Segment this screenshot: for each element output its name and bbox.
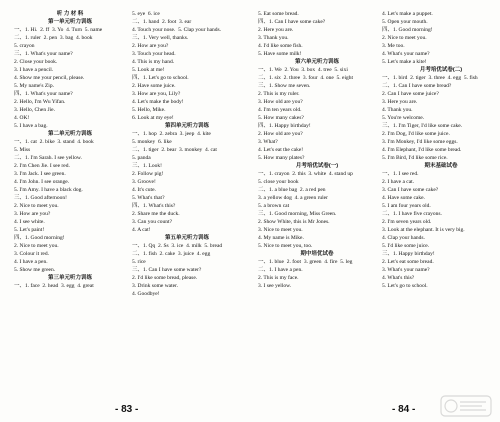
answer-line: 5. monkey 6. like	[132, 139, 172, 145]
answer-line: 4. I'd like some fish.	[258, 43, 303, 49]
answer-line: 二、1. six 2. three 3. four 4. one 5. eight	[258, 75, 354, 81]
answer-line: 5. I am four years old.	[382, 203, 431, 209]
answer-line: 一、1. hop 2. zebra 3. jeep 4. kite	[132, 131, 211, 137]
answer-line: 2. I have a cat.	[382, 179, 415, 185]
answer-line: 2. This is my face.	[258, 275, 299, 281]
answer-line: 二、1. I have a pen.	[258, 267, 303, 273]
answer-line: 2. Have some juice.	[132, 83, 176, 89]
answer-line: 4. I'm Elephant, I'd like some bread.	[382, 147, 462, 153]
answer-line: 3. What's your name?	[382, 267, 430, 273]
answer-line: 四、1. Good morning!	[14, 235, 65, 241]
answer-line: 4. Clap your hands.	[382, 235, 425, 241]
answer-line: 三、1. Good afternoon!	[14, 195, 68, 201]
answer-line: 一、1. cat 2. bike 3. stand 4. book	[14, 139, 94, 145]
answer-line: 4. Thank you.	[382, 107, 413, 113]
answer-line: 5. panda	[132, 155, 151, 161]
answer-line: 2. How are you?	[132, 43, 169, 49]
answer-line: 3. Here you are.	[382, 99, 418, 105]
answer-line: 一、1. Hi. 2. ff 3. Yo 4. Turn 5. name	[14, 27, 103, 33]
answer-line: 二、1. hand 2. foot 3. ear	[132, 19, 192, 25]
answer-line: 5. What's that?	[132, 195, 165, 201]
answer-line: 四、1. What's your name?	[14, 91, 73, 97]
answer-line: 3. Drink some water.	[132, 283, 178, 289]
answer-line: 一、1. bird 2. tiger 3. three 4. egg 5. fish	[382, 75, 478, 81]
answer-line: 5. crayon	[14, 43, 35, 49]
answer-line: 2. Nice to meet you.	[382, 35, 427, 41]
answer-line: 二、1. fish 2. cake 3. juice 4. egg	[132, 251, 211, 257]
answer-line: 5. How many cakes?	[258, 115, 304, 121]
answer-line: 2. Share me the duck.	[132, 211, 180, 217]
answer-line: 5. I'd like some juice.	[382, 243, 430, 249]
answer-line: 2. Nice to meet you.	[14, 243, 59, 249]
section-heading: 月考培优试卷(二)	[419, 67, 463, 73]
answer-line: 5. Miss	[14, 147, 31, 153]
answer-line: 二、1. I have five crayons.	[382, 211, 442, 217]
answer-line: 3. Touch your head.	[132, 51, 176, 57]
answer-line: 2. Close your book.	[14, 59, 58, 65]
answer-line: 5. I'm Amy. I have a black dog.	[14, 187, 83, 193]
answer-line: 6. Look at my eye!	[132, 115, 174, 121]
column-2	[132, 10, 242, 298]
answer-line: 5. I'm Bird, I'd like some rice.	[382, 155, 448, 161]
section-heading: 期末基础试卷	[424, 163, 458, 169]
answer-line: 二、1. Can I have some bread?	[382, 83, 452, 89]
section-heading: 期中培优试卷	[300, 251, 334, 257]
answer-line: 3. How are you?	[14, 211, 51, 217]
answer-line: 3. I see yellow.	[258, 283, 292, 289]
answer-line: 三、1. Happy birthday!	[382, 251, 435, 257]
answer-line: 4. OK!	[14, 115, 30, 121]
answer-line: 5. Eat some bread.	[258, 11, 299, 17]
answer-line: 三、1. Very well, thanks.	[132, 35, 189, 41]
answer-line: 3. What?	[258, 139, 278, 145]
answer-line: 二、1. a blue bag 2. a red pen	[258, 187, 326, 193]
answer-line: 3. Groove!	[132, 179, 156, 185]
section-heading: 第二单元听力训练	[47, 131, 92, 137]
answer-line: 5. Open your mouth.	[382, 19, 428, 25]
answer-line: 5. How many plates?	[258, 155, 305, 161]
answer-line: 5. rice	[132, 259, 146, 265]
answer-line: 5. Let's go to school.	[382, 283, 428, 289]
section-heading: 第五单元听力训练	[164, 235, 209, 241]
section-heading: 第三单元听力训练	[47, 275, 92, 281]
answer-line: 4. A cat!	[132, 227, 151, 233]
answer-line: 4. I see white.	[14, 219, 45, 225]
answer-line: 4. Let's eat the cake!	[258, 147, 304, 153]
column-4	[382, 10, 500, 290]
answer-line: 4. My name is Mike.	[258, 235, 304, 241]
answer-line: 二、1. tiger 2. bear 3. monkey 4. cat	[132, 147, 217, 153]
answer-line: 三、1. Show me seven.	[258, 83, 311, 89]
answer-line: 2. Follow pig!	[132, 171, 164, 177]
answer-line: 三、1. What's your name?	[14, 51, 73, 57]
section-heading: 月考培优试卷(一)	[295, 163, 339, 169]
answer-line: 4. I'm ten years old.	[258, 107, 302, 113]
answer-line: 3. Hello, Chen Jie.	[14, 107, 55, 113]
column-3	[258, 10, 376, 290]
answer-line: 4. Touch your nose. 5. Clap your hands.	[132, 27, 222, 33]
column-1	[14, 10, 126, 290]
answer-line: 2. Let's eat some bread.	[382, 259, 434, 265]
section-heading: 第四单元听力训练	[164, 123, 209, 129]
answer-line: 4. What's your name?	[382, 51, 430, 57]
answer-line: 5. Look at me!	[132, 67, 165, 73]
answer-line: 4. This is my hand.	[132, 59, 175, 65]
answer-line: 2. I'd like some bread, please.	[132, 275, 198, 281]
answer-line: 一、1. We 2. You 3. box 4. tree 5. sixi	[258, 67, 348, 73]
answer-line: 2. Show White, this is Mr Jones.	[258, 219, 330, 225]
answer-line: 5. My name's Zip.	[14, 83, 54, 89]
answer-line: 三、1. I'm Tiger, I'd like some cake.	[382, 123, 463, 129]
answer-line: 4. Let's make the body!	[132, 99, 184, 105]
answer-line: 4. I'm John. I see orange.	[14, 179, 70, 185]
answer-line: 2. How old are you?	[258, 131, 303, 137]
answer-line: 3. Colour it red.	[14, 251, 49, 257]
answer-line: 3. How old are you?	[258, 99, 303, 105]
answer-line: 2. Here you are.	[258, 27, 294, 33]
answer-line: 四、1. Good morning!	[382, 27, 433, 33]
answer-line: 四、1. Happy birthday!	[258, 123, 311, 129]
answer-line: 4. Show me your pencil, please.	[14, 75, 85, 81]
answer-line: 3. Can you count?	[132, 219, 173, 225]
answer-line: 5. You're welcome.	[382, 115, 425, 121]
page-number-left: - 83 -	[115, 404, 139, 415]
answer-line: 一、1. face 2. head 3. egg 4. great	[14, 283, 94, 289]
answer-line: 四、1. Can I have some cake?	[258, 19, 326, 25]
answer-line: 5. eye 6. ice	[132, 11, 160, 17]
answer-line: 2. This is my ruler.	[258, 91, 300, 97]
section-heading: 第一单元听力训练	[47, 19, 92, 25]
answer-line: 3. Thank you.	[258, 35, 289, 41]
answer-line: 2. I'm Chen Jie. I see red.	[14, 163, 70, 169]
answer-line: 4. I have a pen.	[14, 259, 48, 265]
answer-line: 3. Can I have some cake?	[382, 187, 439, 193]
answer-line: 5. Nice to meet you, too.	[258, 243, 313, 249]
answer-line: 5. Show me green.	[14, 267, 56, 273]
answer-line: 2. Hello, I'm Wu Yifan.	[14, 99, 66, 105]
answer-line: 3. Look at the elephant. It is very big.	[382, 227, 465, 233]
answer-line: 2. I'm seven years old.	[382, 219, 432, 225]
answer-line: 二、1. ruler 2. pen 3. bag 4. book	[14, 35, 93, 41]
section-heading: 听 力 材 料	[56, 11, 84, 17]
answer-line: 四、1. What's this?	[132, 203, 176, 209]
answer-line: 3. Me too.	[382, 43, 405, 49]
answer-line: 5. Let's paint!	[14, 227, 45, 233]
answer-line: 4. Let's make a puppet.	[382, 11, 433, 17]
answer-line: 2. Nice to meet you.	[14, 203, 59, 209]
answer-line: 4. Have some cake.	[382, 195, 425, 201]
answer-line: 3. Nice to meet you.	[258, 227, 303, 233]
section-heading: 第六单元听力训练	[294, 59, 339, 65]
answer-line: 5. Hello, Mike.	[132, 107, 166, 113]
answer-line: 3. I'm Jack. I see green.	[14, 171, 66, 177]
answer-line: 5. close your book	[258, 179, 299, 185]
answer-line: 5. Let's make a kite!	[382, 59, 427, 65]
answer-line: 三、1. Good morning, Miss Green.	[258, 211, 337, 217]
answer-line: 5. I have a bag.	[14, 123, 48, 129]
answer-line: 一、1. crayon 2. this 3. white 4. stand up	[258, 171, 353, 177]
answer-line: 一、1. blue 2. foot 3. green 4. fire 5. leg	[258, 259, 353, 265]
watermark-logo-icon	[440, 395, 492, 417]
answer-line: 一、1. I see red.	[382, 171, 419, 177]
answer-line: 5. Have some milk!	[258, 51, 302, 57]
answer-line: 三、1. Can I have some water?	[132, 267, 202, 273]
answer-line: 3. I have a pencil.	[14, 67, 54, 73]
answer-line: 3. a yellow dog 4. a green ruler	[258, 195, 328, 201]
answer-line: 四、1. Let's go to school.	[132, 75, 189, 81]
answer-line: 3. How are you, Lily?	[132, 91, 181, 97]
answer-line: 4. Goodbye!	[132, 291, 160, 297]
answer-line: 4. What's this?	[382, 275, 415, 281]
page-number-right: - 84 -	[392, 404, 416, 415]
answer-line: 一、1. Qq 2. Ss 3. ice 4. milk 5. bread	[132, 243, 223, 249]
answer-line: 二、1. I'm Sarah. I see yellow.	[14, 155, 82, 161]
answer-line: 2. Can I have some juice?	[382, 91, 439, 97]
answer-line: 4. It's cute.	[132, 187, 156, 193]
answer-line: 3. I'm Monkey, I'd like some eggs.	[382, 139, 458, 145]
answer-line: 2. I'm Dog, I'd like some juice.	[382, 131, 450, 137]
answer-line: 三、1. Look!	[132, 163, 162, 169]
answer-line: 5. a brown cat	[258, 203, 290, 209]
